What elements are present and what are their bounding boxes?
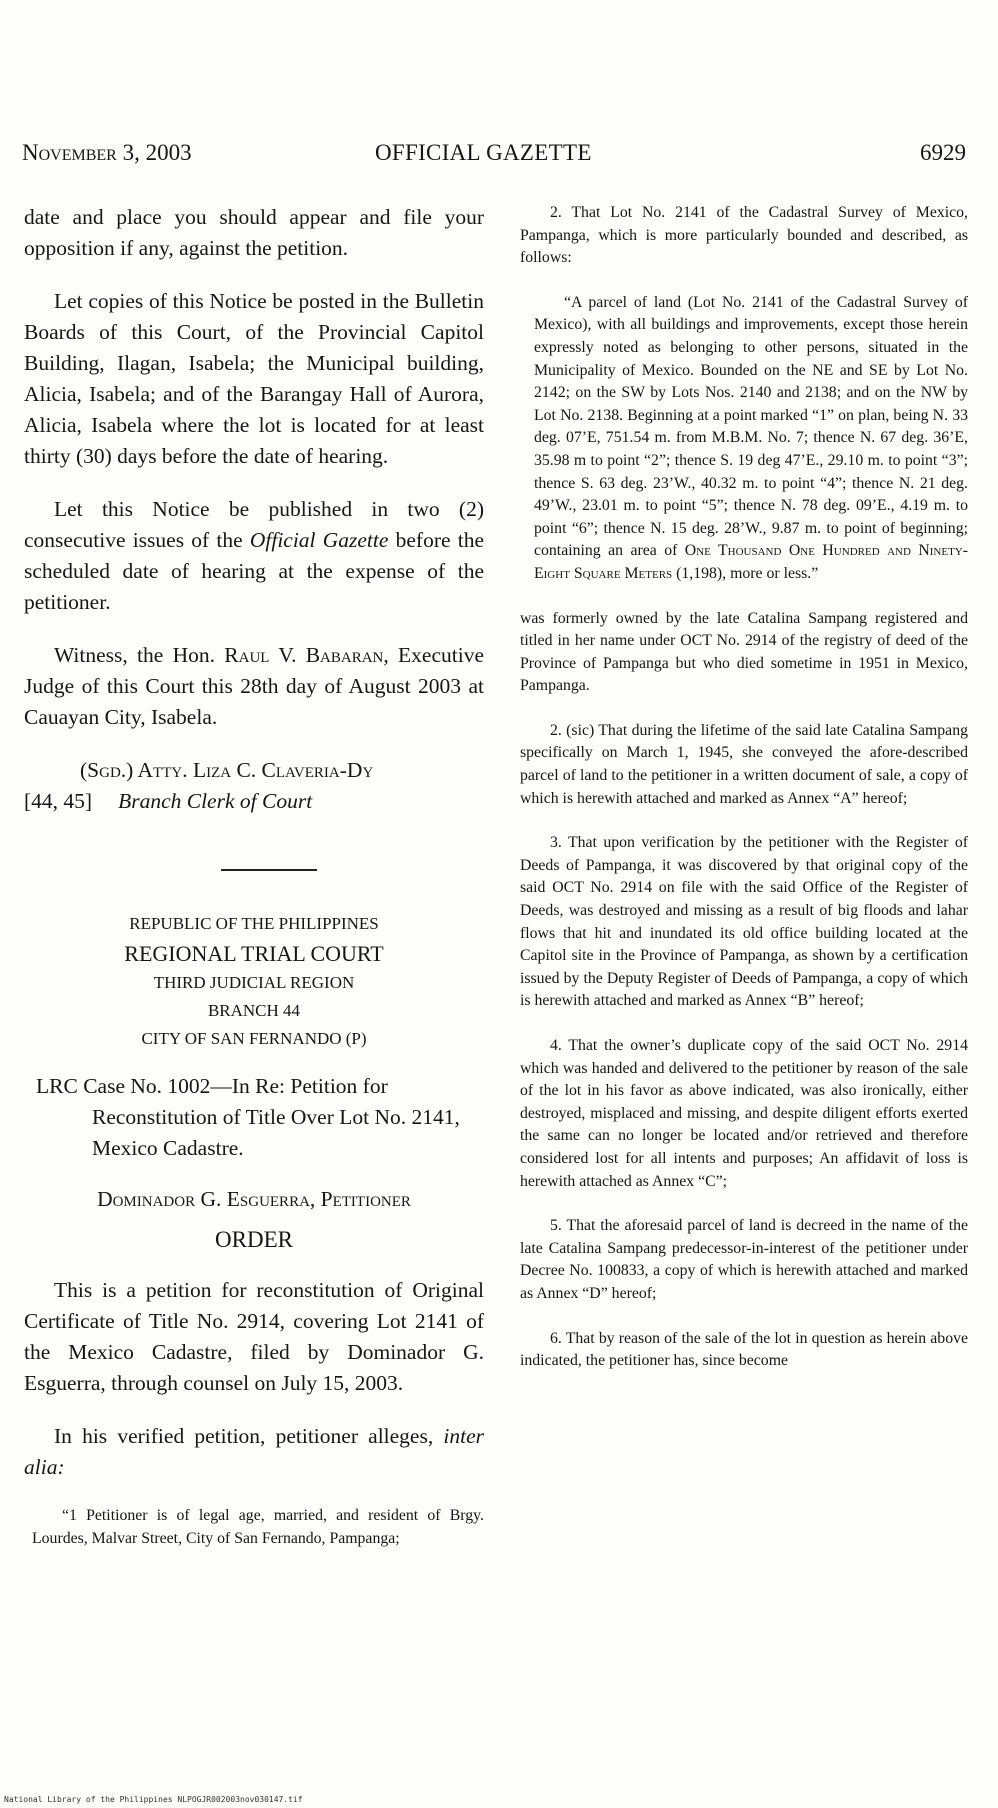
court-branch: BRANCH 44: [207, 1001, 301, 1020]
petition-quote-1: “1 Petitioner is of legal age, married, and resident of Brgy. Lourdes, Malvar Street, City of San Fernando, Pampanga;: [32, 1507, 484, 1547]
petition-paragraph-6: 6. That by reason of the sale of the lot in question as herein above indicated, the petitioner has, since become: [520, 1329, 968, 1370]
court-city: CITY OF SAN FERNANDO (P): [141, 1029, 367, 1048]
petition-paragraph-sic: 2. (sic) That during the lifetime of the said late Catalina Sampang specifically on March 1, 1945, she conveyed the afore-described parcel of land to the petitioner in a written document of sale, a copy of which is herewith attached and marked as Annex “A” hereof;: [520, 721, 968, 807]
signature-line: [24, 786, 484, 817]
scan-footer: National Library of the Philippines NLPOGJR002003nov030147.tif: [4, 1795, 303, 1804]
petition-paragraph-3: 3. That upon verification by the petitioner with the Register of Deeds of Pampanga, it was discovered by that original copy of the said OCT No. 2914 on file with the said Office of the Register of Deeds, was destroyed and missing as a result of big floods and lahar flows that hit and inundated its old office building located at the Capitol site in the Province of Pampanga, as shown by a certification issued by the Deputy Register of Deeds of Pampanga, a copy of which is herewith attached and marked as Annex “B” hereof;: [520, 834, 968, 1010]
notice-paragraph-1: date and place you should appear and file your opposition if any, against the petition.: [24, 205, 484, 260]
left-column: [24, 202, 484, 1572]
signature-block: [24, 755, 484, 817]
order-heading: ORDER: [215, 1227, 293, 1252]
petition-paragraph-4: 4. That the owner’s duplicate copy of the said OCT No. 2914 which was handed and delivered to the petitioner by reason of the sale of the lot in his favor as above indicated, was also ironically, either destroyed, misplaced and missing, and despite diligent efforts exerted the same can no longer be located and/or retrieved and therefore considered lost for all intents and purposes; An affidavit of loss is herewith attached as Annex “C”;: [520, 1037, 968, 1190]
order-paragraph-1: This is a petition for reconstitution of Original Certificate of Title No. 2914, covering Lot 2141 of the Mexico Cadastre, filed by Dominador G. Esguerra, through counsel on July 15, 2003.: [24, 1278, 484, 1395]
petitioner-line: Dominador G. Esguerra, Petitioner: [97, 1187, 411, 1211]
signature-name: (Sgd.) Atty. Liza C. Claveria-Dy: [80, 758, 374, 782]
header-title: OFFICIAL GAZETTE: [375, 140, 592, 165]
header-page-number: 6929: [920, 140, 966, 165]
court-republic: REPUBLIC OF THE PHILIPPINES: [129, 914, 379, 933]
header-date: November 3, 2003: [22, 140, 192, 165]
case-title: LRC Case No. 1002—In Re: Petition for Reconstitution of Title Over Lot No. 2141, Mexico Cadastre.: [36, 1074, 460, 1160]
signature-title: Branch Clerk of Court: [118, 789, 313, 813]
notice-paragraph-2: Let copies of this Notice be posted in the Bulletin Boards of this Court, of the Provincial Capitol Building, Ilagan, Isabela; the Municipal building, Alicia, Isabela; and of the Barangay Hall of Aurora, Alicia, Isabela where the lot is located for at least thirty (30) days before the date of hearing.: [24, 289, 484, 468]
right-column: [520, 202, 968, 1395]
notice-paragraph-3: Let this Notice be published in two (2) consecutive issues of the Official Gazette before the scheduled date of hearing at the expense of the petitioner.: [24, 497, 484, 614]
section-divider: [221, 869, 317, 871]
issue-reference: [44, 45]: [24, 789, 93, 813]
court-name: REGIONAL TRIAL COURT: [124, 941, 384, 966]
petition-paragraph-2: 2. That Lot No. 2141 of the Cadastral Survey of Mexico, Pampanga, which is more particularly bounded and described, as follows:: [520, 204, 968, 267]
court-heading: [24, 909, 484, 1053]
order-paragraph-2: In his verified petition, petitioner alleges, inter alia:: [24, 1424, 484, 1479]
petition-paragraph-5: 5. That the aforesaid parcel of land is decreed in the name of the late Catalina Sampang predecessor-in-interest of the petitioner under Decree No. 100833, a copy of which is herewith attached and marked as Annex “D” hereof;: [520, 1217, 968, 1302]
petition-paragraph-continued: was formerly owned by the late Catalina Sampang registered and titled in her name under OCT No. 2914 of the registry of deed of the Province of Pampanga but who died sometime in 1951 in Mexico, Pampanga.: [520, 609, 968, 695]
technical-description: “A parcel of land (Lot No. 2141 of the Cadastral Survey of Mexico), with all buildings and improvements, except those herein expressly noted as belonging to other persons, situated in the Municipality of Mexico. Bounded on the NE and SE by Lot No. 2142; on the SW by Lots Nos. 2140 and 2138; and on the NW by Lot No. 2138. Beginning at a point marked “1” on plan, being N. 33 deg. 07’E, 751.54 m. from M.B.M. No. 7; thence N. 67 deg. 36’E, 35.98 m to point “2”; thence S. 19 deg 47’E., 29.10 m. to point “3”; thence S. 63 deg. 23’W., 40.32 m. to point “4”; thence N. 21 deg. 49’W., 23.01 m. to point “5”; thence N. 78 deg. 09’E., 4.19 m. to point “6”; thence N. 15 deg. 28’W., 9.87 m. to point of beginning; containing an area of One Thousand One Hundred and Ninety-Eight Square Meters (1,198), more or less.”: [534, 293, 968, 582]
court-region: THIRD JUDICIAL REGION: [153, 973, 355, 992]
witness-paragraph: Witness, the Hon. Raul V. Babaran, Executive Judge of this Court this 28th day of August 2003 at Cauayan City, Isabela.: [24, 643, 485, 729]
